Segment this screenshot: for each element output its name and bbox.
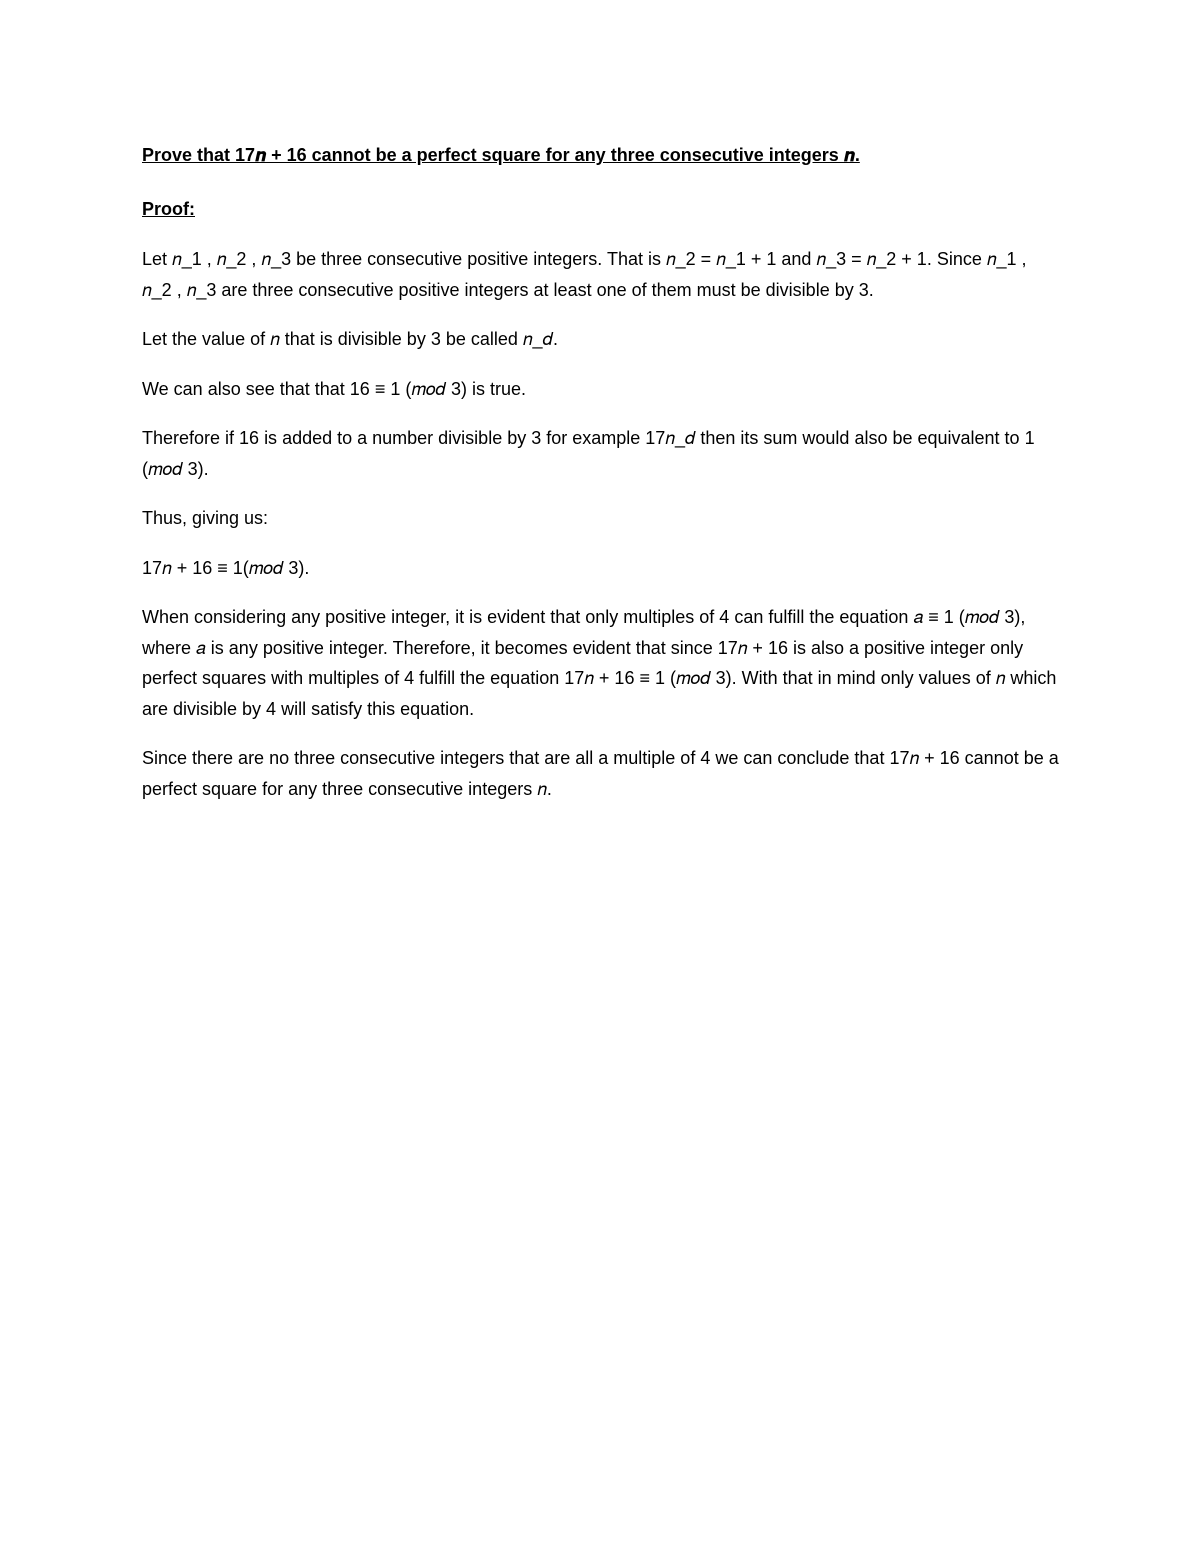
paragraph-multiples-of-four: When considering any positive integer, it is evident that only multiples of 4 can fulfill the equation 𝑎 ≡ 1 (𝑚𝑜𝑑 3), where 𝑎 is any positive integer. Therefore, it becomes evident that since 17𝑛 + 16 is also a positive integer only perfect squares with multiples of 4 fulfill the equation 17𝑛 + 16 ≡ 1 (𝑚𝑜𝑑 3). With that in mind only values of 𝑛 which are divisible by 4 will satisfy this equation. bbox=[142, 607, 1057, 719]
equation-line: 17𝑛 + 16 ≡ 1(𝑚𝑜𝑑 3). bbox=[142, 557, 310, 578]
paragraph-congruence: We can also see that that 16 ≡ 1 (𝑚𝑜𝑑 3) is true. bbox=[142, 378, 526, 399]
document-page bbox=[142, 140, 1060, 823]
proof-heading: Proof: bbox=[142, 199, 195, 219]
paragraph-conclusion: Since there are no three consecutive integers that are all a multiple of 4 we can conclude that 17𝑛 + 16 cannot be a perfect square for any three consecutive integers 𝑛. bbox=[142, 748, 1059, 799]
paragraph-sum-equivalence: Therefore if 16 is added to a number divisible by 3 for example 17𝑛_𝑑 then its sum would also be equivalent to 1 (𝑚𝑜𝑑 3). bbox=[142, 428, 1035, 479]
paragraph-divisible-value: Let the value of 𝑛 that is divisible by 3 be called 𝑛_𝑑. bbox=[142, 329, 558, 349]
paragraph-consecutive-integers: Let 𝑛_1 , 𝑛_2 , 𝑛_3 be three consecutive positive integers. That is 𝑛_2 = 𝑛_1 + 1 and 𝑛_3 = 𝑛_2 + 1. Since 𝑛_1 , 𝑛_2 , 𝑛_3 are three consecutive positive integers at least one of them must be divisible by 3. bbox=[142, 249, 1027, 300]
document-title: Prove that 17𝒏 + 16 cannot be a perfect square for any three consecutive integers 𝒏. bbox=[142, 145, 860, 165]
paragraph-thus: Thus, giving us: bbox=[142, 508, 269, 528]
